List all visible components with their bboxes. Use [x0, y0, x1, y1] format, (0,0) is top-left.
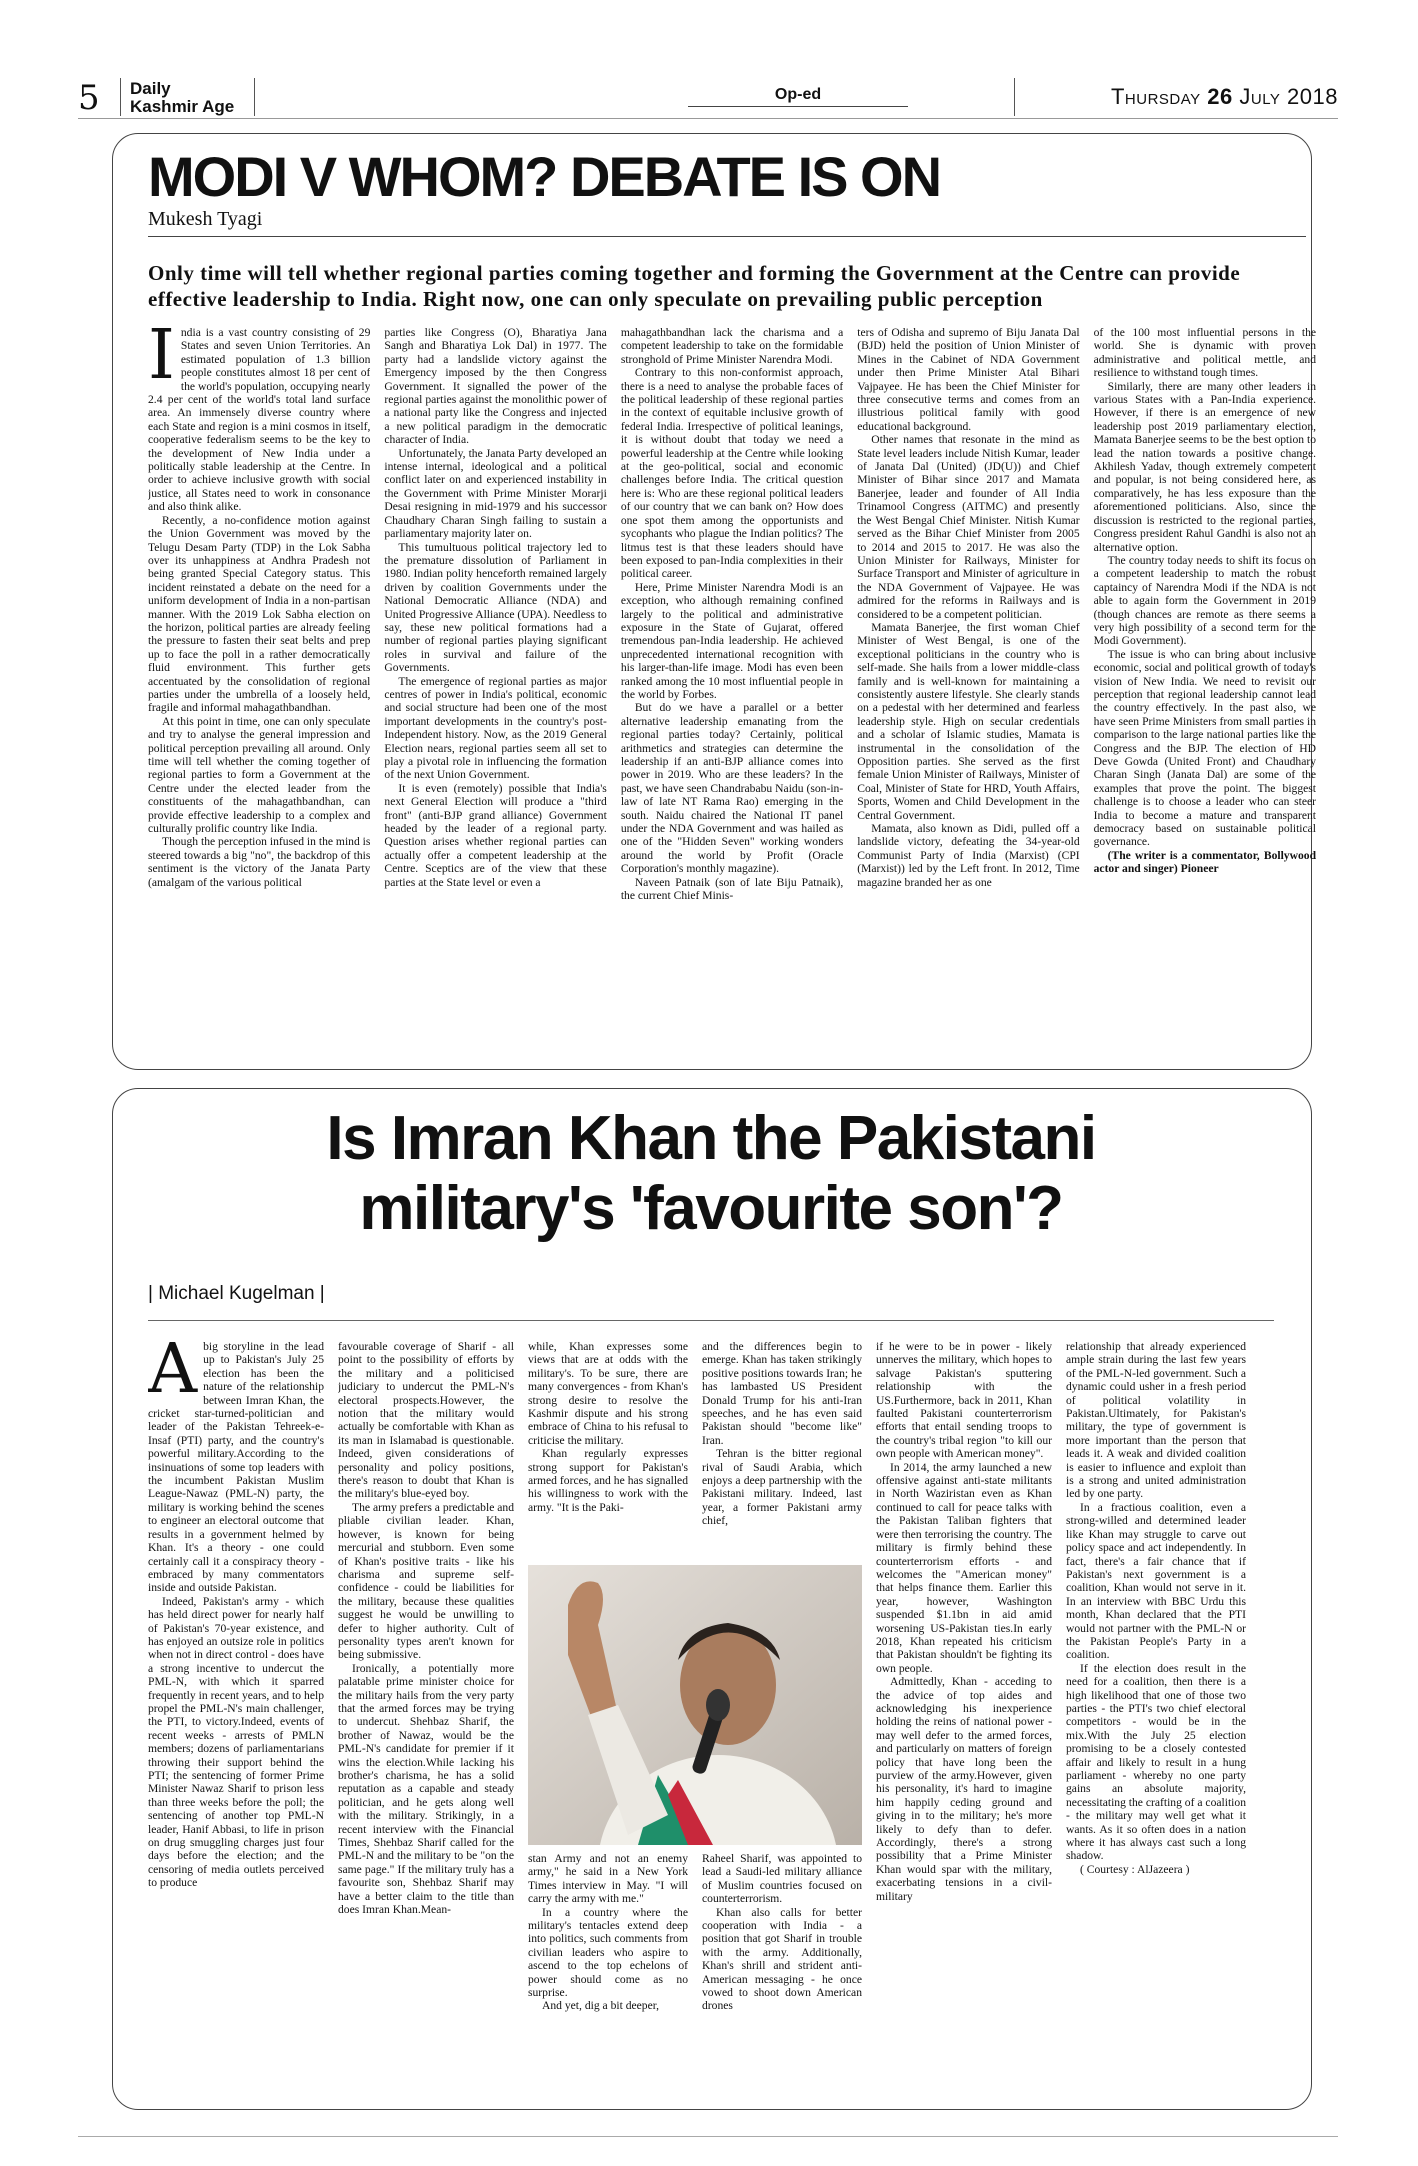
paragraph: In a country where the military's tentacles extend deep into politics, such comments from civilian leaders who aspire to ascend to the top echelons of power should come as no surprise.	[528, 1905, 688, 2000]
paragraph: stan Army and not an enemy army," he said in a New York Times interview in May. "I will carry the army with me."	[528, 1852, 688, 1906]
paragraph: Khan regularly expresses strong support for Pakistan's armed forces, and he has signalled his willingness to work with the army. "It is the Paki-	[528, 1447, 688, 1514]
section-label: Op-ed	[688, 86, 908, 107]
paragraph: Raheel Sharif, was appointed to lead a Saudi-led military alliance of Muslim countries focused on counterterrorism.	[702, 1852, 862, 1906]
issue-month-year: July 2018	[1239, 84, 1338, 109]
paragraph: The issue is who can bring about inclusive economic, social and political growth of today's vision of New India. We need to revisit our perception that regional leadership cannot lead the country effectively. In the past also, we have seen Prime Ministers from small parties in comparison to the large national parties like the Congress and the BJP. The election of HD Deve Gowda (United Front) and Chaudhary Charan Singh (Janata Dal) are some of the examples that prove the point. The biggest challenge is to choose a leader who can steer India to become a mature and transparent democracy based on sustainable political governance.	[1093, 647, 1317, 849]
paragraph: In 2014, the army launched a new offensive against anti-state militants in North Waziristan even as Khan continued to call for peace talks with the Pakistan Taliban fighters that were then terrorising the country. The military is firmly behind these counterterrorism efforts - and welcomes the "American money" that helps finance them. Earlier this year, however, Washington suspended $1.1bn in aid amid worsening US-Pakistan ties.In early 2018, Khan repeated his criticism that Pakistan shouldn't be fighting its own people.	[876, 1460, 1052, 1675]
article2-headline	[112, 1104, 1310, 1244]
drop-cap: A	[148, 1340, 198, 1409]
paragraph: while, Khan expresses some views that are at odds with the military's. To be sure, there are many convergences - from Khan's strong desire to resolve the Kashmir dispute and his strong embrace of China to his refusal to criticise the military.	[528, 1340, 688, 1447]
paragraph-text: big storyline in the lead up to Pakistan's July 25 election has been the nature of the relationship between Imran Khan, the cricket star-turned-politician and leader of the Pakistan Tehreek-e-Insaf (PTI) party, and the country's powerful military.According to the insinuations of some top leaders with the incumbent Pakistan Muslim League-Nawaz (PML-N) party, the military is working behind the scenes to engineer an electoral outcome that results in a government helmed by Khan. It's a theory - one could certainly call it a conspiracy theory - embraced by many commentators inside and outside Pakistan.	[148, 1340, 324, 1595]
byline-name: Michael Kugelman	[158, 1283, 315, 1304]
paragraph: ters of Odisha and supremo of Biju Janata Dal (BJD) held the position of Union Minister of Mines in the Cabinet of NDA Government under then Prime Minister Atal Bihari Vajpayee. He has been the Chief Minister for three consecutive terms and comes from an illustrious political family with good educational background.	[857, 326, 1080, 433]
paragraph: Contrary to this non-conformist approach, there is a need to analyse the probable faces of the political leadership of these regional parties in the context of equitable inclusive growth of federal India. Irrespective of political leanings, it is without doubt that today we need a powerful leadership at the Centre while looking at the geo-political, social and economic challenges before India. The critical question here is: Who are these regional political leaders of our country that we can bank on? How does one spot them among the opportunists and sycophants who plague the Indian politics? The litmus test is that these leaders should have been exposed to pan-India complexities in their political career.	[620, 366, 844, 581]
paragraph: Admittedly, Khan - acceding to the advice of top aides and acknowledging his inexperience holding the reins of national power - may well defer to the armed forces, and particularly on matters of foreign policy that have long been the purview of the army.However, given his personality, it's hard to imagine him happily ceding ground and giving in to the military; he's more likely to defy than to defer. Accordingly, there's a strong possibility that a Prime Minister Khan would spar with the military, exacerbating tensions in a civil-military	[876, 1675, 1052, 1903]
paragraph: Unfortunately, the Janata Party developed an intense internal, ideological and a political conflict later on and experienced instability in the Government with Prime Minister Morarji Desai resigning in mid-1979 and his successor Chaudhary Charan Singh failing to sustain a parliamentary majority later on.	[384, 446, 607, 541]
paragraph: It is even (remotely) possible that India's next General Election will produce a "third front" (anti-BJP grand alliance) Government headed by the leader of a regional party. Question arises whether regional parties can actually offer a competent leadership at the Centre. Sceptics are of the view that these parties at the State level or even a	[384, 781, 607, 889]
paragraph: If the election does result in the need for a coalition, then there is a high likelihood that one of those two parties - the PTI's two chief electoral competitors - would be in the mix.With the July 25 election promising to be a closely contested affair and likely to result in a hung parliament - whereby no one party gains an absolute majority, necessitating the crafting of a coalition - the military may well get what it wants. As it so often does in a nation where it has always cast such a long shadow.	[1066, 1661, 1246, 1863]
paragraph: Mamata Banerjee, the first woman Chief Minister of West Bengal, is one of the exceptional politicians in the country who is self-made. She hails from a lower middle-class family and is well-known for maintaining a consistently austere lifestyle. She clearly stands on a pedestal with her determined and fearless leadership style. High on secular credentials and a scholar of Islamic studies, Mamata is instrumental in the consolidation of the Opposition parties. She served as the first female Union Minister of Railways, Minister of Coal, Minister of State for HRD, Youth Affairs, Sports, Women and Child Development in the Central Government.	[857, 620, 1080, 822]
article1-rule	[148, 236, 1306, 237]
paper-name-line1: Daily	[130, 79, 171, 98]
article1-column-4	[857, 326, 1079, 1051]
paragraph: Ironically, a potentially more palatable prime minister choice for the military hails from the very party that the armed forces may be trying to undercut. Shehbaz Sharif, the brother of Nawaz, would be the PML-N's candidate for premier if it wins the election.While lacking his brother's charisma, he has a solid reputation as a capable and steady politician, and he gets along well with the military. Strikingly, in a recent interview with the Financial Times, Shehbaz Sharif called for the PML-N and the military to be "on the same page." If the military truly has a favourite son, Shehbaz Sharif may have a better claim to the title than does Imran Khan.Mean-	[338, 1661, 514, 1917]
page-number: 5	[78, 78, 100, 118]
article1-column-5	[1094, 326, 1316, 1051]
issue-date	[1111, 84, 1338, 110]
article2-column-2	[338, 1340, 514, 2095]
paragraph: Recently, a no-confidence motion against the Union Government was moved by the Telugu Desam Party (TDP) in the Lok Sabha over its unhappiness at Andhra Pradesh not being granted Special Category status. This incident reinstated a debate on the need for a uniform development of India in a non-partisan manner. With the 2019 Lok Sabha election on the horizon, political parties are already feeling the pressure to fasten their seat belts and prep up to face the poll in a rather democratically fluid environment. This further gets accentuated by the consolidation of regional parties under the umbrella of a loosely held, fragile and informal mahagathbandhan.	[148, 513, 371, 715]
article2-rule	[148, 1320, 1274, 1321]
paragraph: And yet, dig a bit deeper,	[542, 1999, 660, 2013]
paper-name-line2: Kashmir Age	[130, 97, 235, 116]
paragraph: of the 100 most influential persons in the world. She is dynamic with proven administrative and political mettle, and resilience to withstand tough times.	[1093, 326, 1317, 380]
paragraph: and the differences begin to emerge. Khan has taken strikingly positive positions towards Iran; he has lambasted US President Donald Trump for his anti-Iran speeches, and he has even said Pakistan should "become like" Iran.	[702, 1340, 862, 1447]
drop-cap: I	[148, 326, 175, 395]
paragraph: mahagathbandhan lack the charisma and a competent leadership to take on the formidable stronghold of Prime Minister Narendra Modi.	[620, 326, 844, 366]
photo-illustration	[528, 1565, 862, 1845]
paragraph: relationship that already experienced ample strain during the last few years of the PML-N-led government. Such a dynamic could usher in a fresh period of political volatility in Pakistan.Ultimately, for Pakistan's military, the type of government is more important than the person that leads it. A weak and divided coalition is easier to influence and exploit than is a strong and united administration led by one party.	[1066, 1340, 1246, 1501]
paragraph	[148, 326, 370, 514]
article2-column-4-top	[702, 1340, 862, 1560]
paragraph: parties like Congress (O), Bharatiya Jana Sangh and Bharatiya Lok Dal) in 1977. The party had a landslide victory against the Emergency imposed by the then Congress Government. It signalled the power of the regional parties against the monolithic power of a national party like the Congress and injected a new political paradigm in the democratic character of India.	[384, 326, 607, 447]
divider	[254, 78, 255, 116]
paragraph: Though the perception infused in the mind is steered towards a big "no", the backdrop of this sentiment is the victory of the Janata Party (amalgam of the various political	[148, 835, 371, 889]
issue-date-number: 26	[1207, 84, 1233, 109]
paragraph: This tumultuous political trajectory led to the premature dissolution of Parliament in 1980. Indian polity henceforth remained largely driven by coalition Governments under the National Democratic Alliance (NDA) and United Progressive Alliance (UPA). Needless to say, these new political formations had a number of regional parties playing significant roles in survival and failure of the Governments.	[384, 540, 607, 675]
paragraph: At this point in time, one can only speculate and try to analyse the general impression and political perception prevailing all around. Only time will tell whether the coming together of regional parties to form a Government at the Centre under the elected leader from the constituents of the mahagathbandhan, can provide effective leadership to a complex and culturally prolific country like India.	[148, 714, 371, 836]
issue-day: Thursday	[1110, 84, 1201, 109]
article1-column-1	[148, 326, 370, 1051]
headline-line: military's 'favourite son'?	[359, 1174, 1063, 1243]
article2-column-3-top	[528, 1340, 688, 1560]
paragraph	[148, 1340, 324, 1595]
paragraph: favourable coverage of Sharif - all point to the possibility of efforts by the military and a politicised judiciary to undercut the PML-N's electoral prospects.However, the notion that the military would actually be comfortable with Khan as its man in Islamabad is questionable. Indeed, given considerations of personality and policy positions, there's reason to doubt that Khan is the military's blue-eyed boy.	[338, 1340, 514, 1501]
paragraph: The army prefers a predictable and pliable civilian leader. Khan, however, is known for being mercurial and stubborn. Even some of Khan's positive traits - like his charisma and supreme self-confidence - could be liabilities for the military, because these qualities suggest he would be unwilling to defer to higher authority. Cult of personality types aren't known for being submissive.	[338, 1500, 514, 1662]
paper-name	[130, 80, 234, 116]
article2-column-6	[1066, 1340, 1246, 2095]
paragraph: Tehran is the bitter regional rival of Saudi Arabia, which enjoys a deep partnership with the Pakistani military. Indeed, last year, a former Pakistani army chief,	[702, 1447, 862, 1528]
author-note: (The writer is a commentator, Bollywood actor and singer) Pioneer	[1093, 848, 1317, 876]
paragraph: if he were to be in power - likely unnerves the military, which hopes to salvage Pakistan's sputtering relationship with the US.Furthermore, back in 2011, Khan faulted Pakistani counterterrorism efforts that entail sending troops to the country's tribal region "to kill our own people with American money".	[876, 1340, 1052, 1461]
article1-body	[148, 326, 1316, 1051]
article2-byline: | Michael Kugelman |	[148, 1283, 325, 1304]
article1-headline: MODI V WHOM? DEBATE IS ON	[148, 145, 941, 208]
masthead	[78, 78, 1338, 118]
article2-column-4-bottom	[702, 1852, 862, 2095]
article2-column-3-bottom	[528, 1852, 688, 2095]
masthead-rule	[78, 118, 1338, 119]
photo-mic-head	[706, 1689, 730, 1721]
article2-column-1	[148, 1340, 324, 2095]
page-bottom-rule	[78, 2136, 1338, 2137]
article1-byline: Mukesh Tyagi	[148, 208, 263, 230]
courtesy-note: ( Courtesy : AlJazeera )	[1080, 1862, 1190, 1876]
divider	[1014, 78, 1015, 116]
paragraph: Similarly, there are many other leaders in various States with a Pan-India experience. However, if there is an emergence of new leadership post 2019 parliamentary election, Mamata Banerjee seems to be the best option to lead the nation towards a positive change. Akhilesh Yadav, though extremely competent and popular, is not being considered here, as comparatively, he has less exposure than the aforementioned politicians. Also, since the discussion is restricted to the regional parties, Congress president Rahul Gandhi is also not an alternative option.	[1093, 379, 1317, 554]
article1-column-3	[621, 326, 843, 1051]
paragraph: Indeed, Pakistan's army - which has held direct power for nearly half of Pakistan's 70-year existence, and has enjoyed an outsize role in politics when not in direct control - does have a strong incentive to undercut the PML-N, with which it sparred frequently in recent years, and to help propel the PML-N's main challenger, the PTI, to victory.Indeed, events of recent weeks - arrests of PMLN members; dozens of parliamentarians throwing their support behind the PTI; the sentencing of former Prime Minister Nawaz Sharif to prison less than three weeks before the poll; the sentencing of another top PML-N leader, Hanif Abbasi, to life in prison on drug smuggling charges just four days before the election; and the censoring of media outlets perceived to produce	[148, 1594, 324, 1890]
paragraph: Mamata, also known as Didi, pulled off a landslide victory, defeating the 34-year-old Communist Party of India (Marxist) (CPI (Marxist)) led by the Left front. In 2012, Time magazine branded her as one	[857, 822, 1080, 889]
paragraph: In a fractious coalition, even a strong-willed and determined leader like Khan may struggle to carve out policy space and act independently. In fact, there's a fair chance that if Pakistan's next government is a coalition, Khan would not serve in it. In an interview with BBC Urdu this month, Khan declared that the PTI would not partner with the PML-N or the Pakistan People's Party in a coalition.	[1066, 1500, 1246, 1662]
paragraph: But do we have a parallel or a better alternative leadership emanating from the regional parties today? Certainly, political arithmetics and strategies can determine the leadership if an anti-BJP alliance comes into power in 2019. Who are these leaders? In the past, we have seen Chandrababu Naidu (son-in-law of late NT Rama Rao) emerging in the south. Naidu chaired the National IT panel under the NDA Government and was hailed as one of the "Hidden Seven" working wonders around the world by Profit (Oracle Corporation's monthly magazine).	[620, 701, 844, 876]
imran-khan-photo	[528, 1565, 862, 1845]
paragraph: Other names that resonate in the mind as State level leaders include Nitish Kumar, leader of Janata Dal (United) (JD(U)) and Chief Minister of Bihar since 2017 and Mamata Banerjee, leader and founder of All India Trinamool Congress (AITMC) and presently the West Bengal Chief Minister. Nitish Kumar served as the Bihar Chief Minister from 2005 to 2014 and 2015 to 2017. He was also the Union Minister for Railways, Minister for Surface Transport and Minister of agriculture in the NDA Government of Vajpayee. He was admired for the reforms in Railways and is considered to be a competent politician.	[857, 433, 1080, 621]
article1-dek: Only time will tell whether regional parties coming together and forming the Government at the Centre can provide effective leadership to India. Right now, one can only speculate on prevailing public perception	[148, 261, 1241, 311]
paragraph: Naveen Patnaik (son of late Biju Patnaik), the current Chief Minis-	[620, 875, 844, 903]
article1-column-2	[384, 326, 606, 1051]
paragraph: The emergence of regional parties as major centres of power in India's political, economic and social structure had been one of the most important developments in the country's post-Independent history. Now, as the 2019 General Election nears, regional parties seem all set to play a pivotal role in influencing the formation of the next Union Government.	[384, 674, 607, 782]
headline-line: Is Imran Khan the Pakistani	[326, 1104, 1096, 1173]
article2-column-5	[876, 1340, 1052, 2095]
paragraph: Khan also calls for better cooperation with India - a position that got Sharif in trouble with the army. Additionally, Khan's shrill and strident anti-American messaging - he once vowed to shoot down American drones	[702, 1905, 862, 2013]
paragraph: Here, Prime Minister Narendra Modi is an exception, who although remaining confined largely to the political and administrative exposure in the State of Gujarat, offered tremendous pan-India leadership. He achieved unprecedented international recognition with his larger-than-life image. Modi has even been ranked among the 10 most influential people in the world by Forbes.	[620, 580, 844, 701]
paragraph: The country today needs to shift its focus on a competent leadership to match the robust captaincy of Narendra Modi if the NDA is not able to again form the Government in 2019 (though chances are remote as there seems a very high possibility of a second term for the Modi Government).	[1093, 553, 1317, 648]
divider	[120, 78, 121, 116]
paragraph-text: ndia is a vast country consisting of 29 States and seven Union Territories. An estimated population of 1.3 billion people constitutes almost 18 per cent of the world's population, occupying nearly 2.4 per cent of the world's total land surface area. An immensely diverse country where each State and region is a mini cosmos in itself, cooperative federalism seems to be the key to the development of New India under a politically stable leadership at the Centre. In order to achieve inclusive growth with social justice, all States need to work in consonance and also think alike.	[148, 326, 371, 514]
